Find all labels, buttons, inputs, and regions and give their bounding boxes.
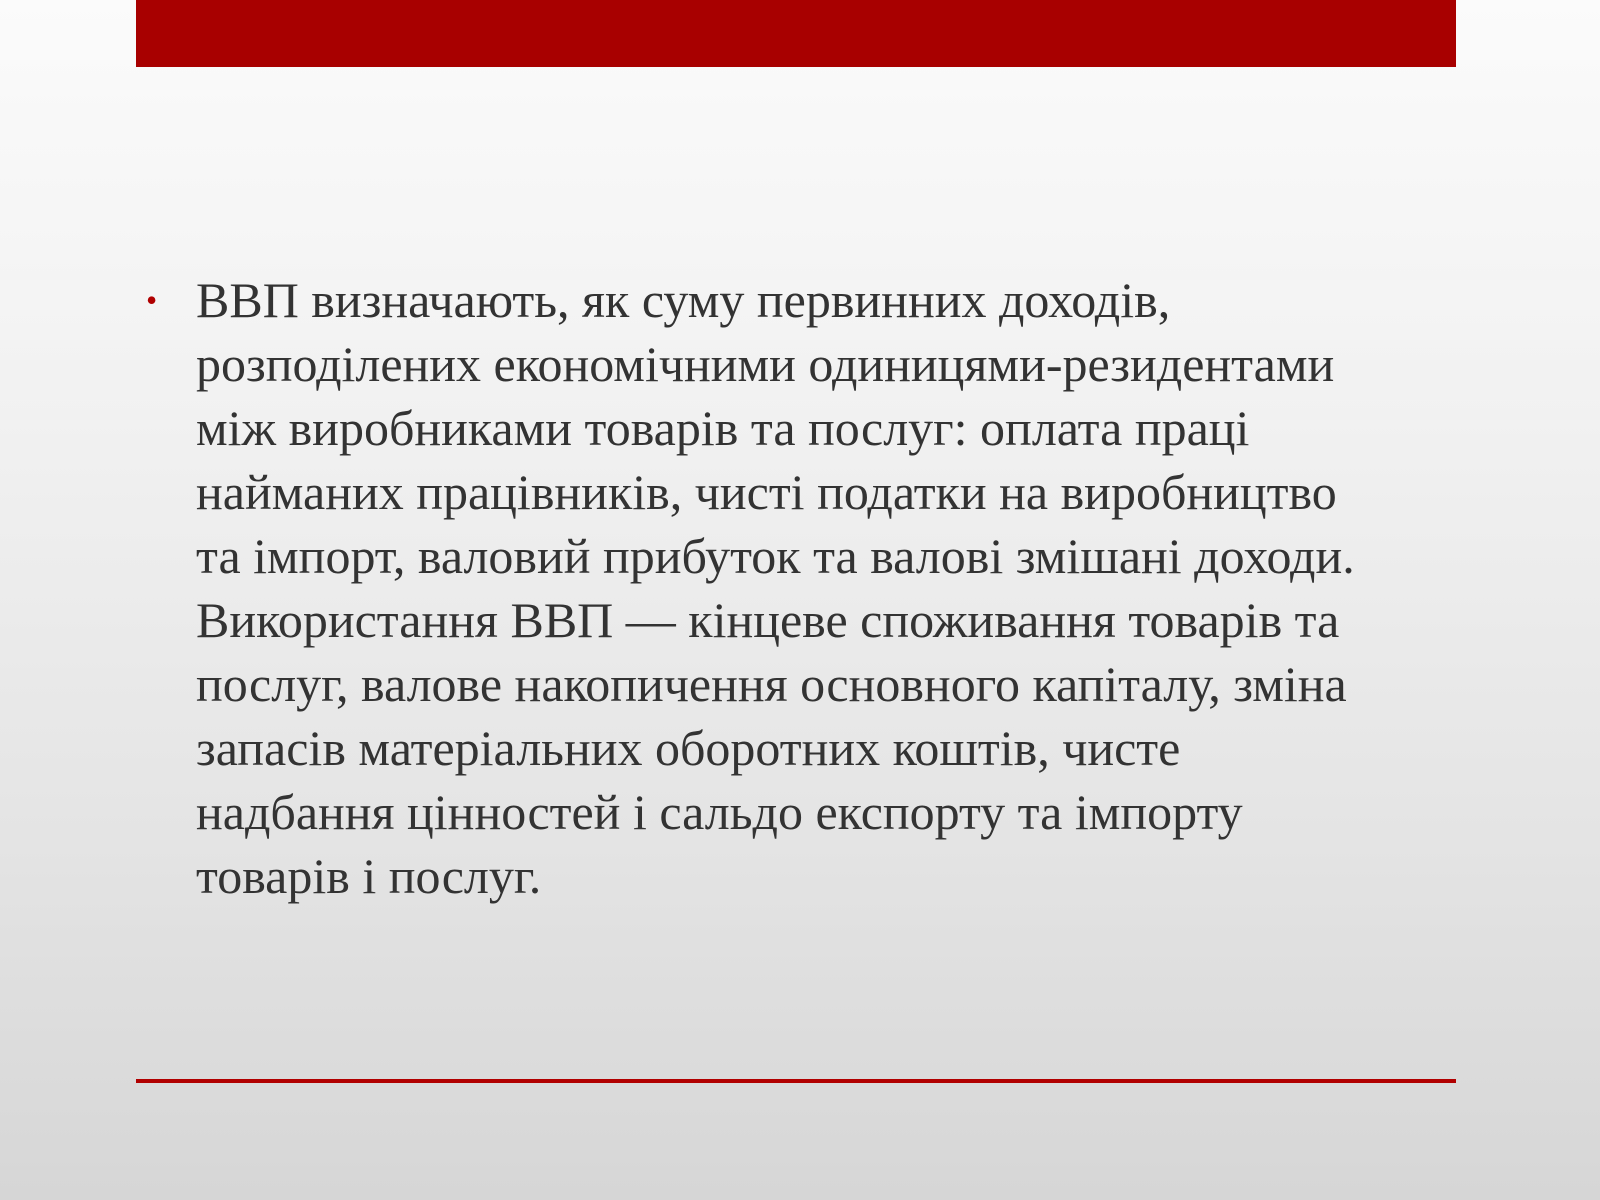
text-line-6: Використання ВВП — кінцеве споживання товарів та — [196, 592, 1340, 648]
text-line-10: товарів і послуг. — [196, 848, 542, 904]
bullet-item — [146, 268, 1456, 908]
text-line-1: ВВП визначають, як суму первинних доходів, — [196, 272, 1171, 328]
slide-content — [146, 268, 1456, 908]
top-accent-bar — [136, 0, 1456, 67]
text-line-2: розподілених економічними одиницями-резидентами — [196, 336, 1335, 392]
text-line-9: надбання цінностей і сальдо експорту та імпорту — [196, 784, 1243, 840]
text-line-7: послуг, валове накопичення основного капіталу, зміна — [196, 656, 1347, 712]
bullet-dot: • — [146, 282, 158, 318]
text-line-5: та імпорт, валовий прибуток та валові змішані доходи. — [196, 528, 1355, 584]
text-line-8: запасів матеріальних оборотних коштів, чисте — [196, 720, 1181, 776]
text-line-3: між виробниками товарів та послуг: оплата праці — [196, 400, 1250, 456]
bullet-text — [196, 268, 1446, 908]
text-line-4: найманих працівників, чисті податки на виробництво — [196, 464, 1337, 520]
bottom-accent-rule — [136, 1079, 1456, 1083]
